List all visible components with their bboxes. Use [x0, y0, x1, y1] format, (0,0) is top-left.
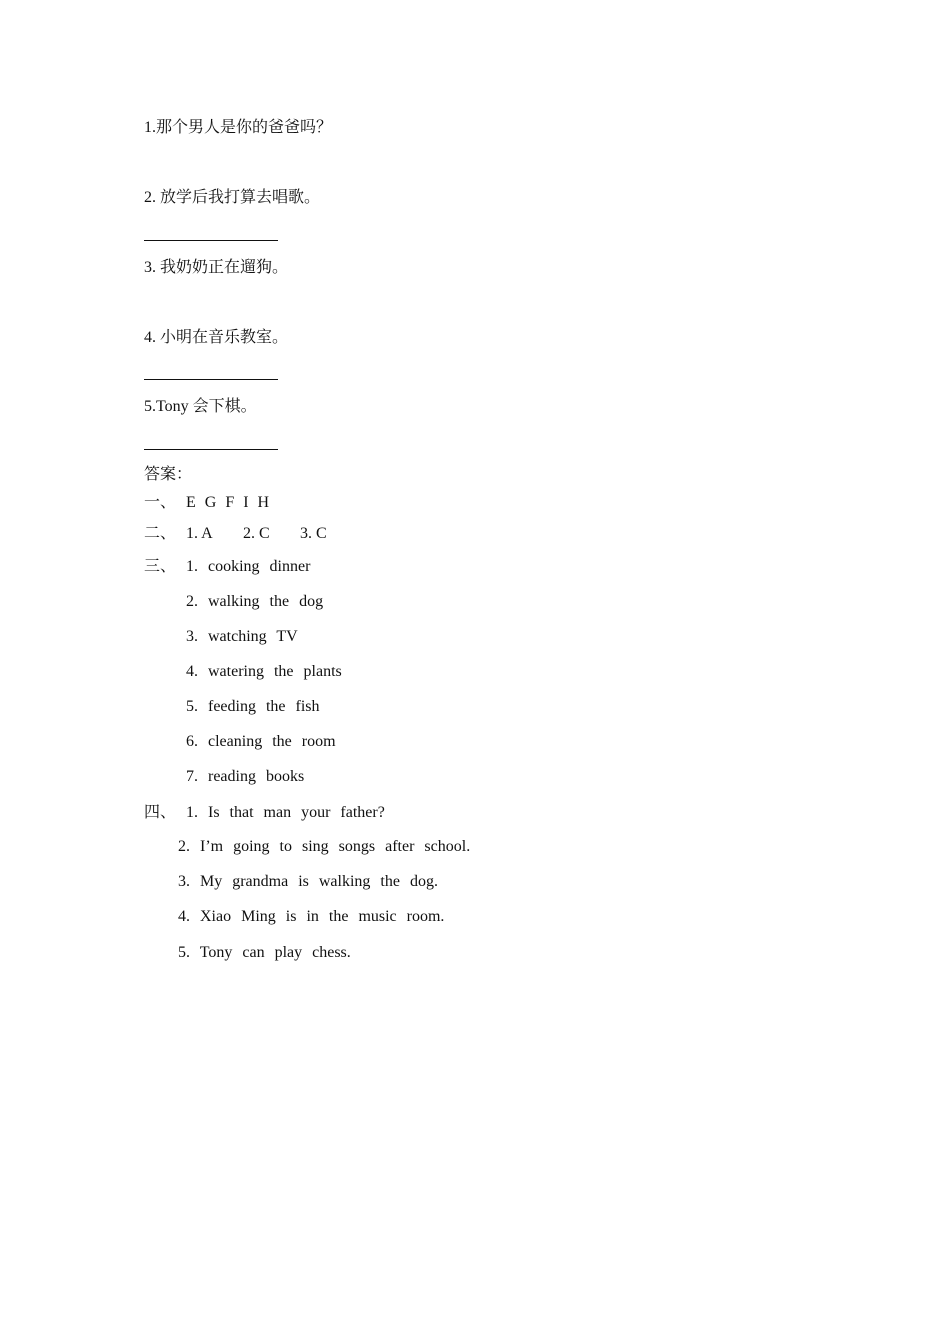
answer-blank-4	[144, 379, 278, 380]
section-3-item-4: 4. watering the plants	[186, 663, 342, 680]
section-3-item-3: 3. watching TV	[186, 628, 298, 645]
section-3-item-1: 1. cooking dinner	[186, 558, 311, 575]
section-1-label: 一、	[144, 494, 177, 511]
section-4-item-3: 3. My grandma is walking the dog.	[178, 873, 438, 890]
question-5: 5.Tony 会下棋。	[144, 398, 257, 415]
section-2-label: 二、	[144, 525, 177, 542]
answer-blank-2	[144, 240, 278, 241]
question-2: 2. 放学后我打算去唱歌。	[144, 189, 321, 206]
section-3-item-6: 6. cleaning the room	[186, 733, 336, 750]
section-4-item-1: 1. Is that man your father?	[186, 804, 385, 821]
section-1-content: E G F I H	[186, 494, 270, 511]
section-3-item-2: 2. walking the dog	[186, 593, 324, 610]
answers-heading: 答案：	[144, 466, 193, 483]
question-1: 1.那个男人是你的爸爸吗？	[144, 119, 333, 136]
question-4: 4. 小明在音乐教室。	[144, 329, 289, 346]
section-3-label: 三、	[144, 558, 177, 575]
section-4-item-4: 4. Xiao Ming is in the music room.	[178, 908, 445, 925]
section-3-item-5: 5. feeding the fish	[186, 698, 320, 715]
section-4-label: 四、	[144, 804, 177, 821]
section-4-item-5: 5. Tony can play chess.	[178, 944, 351, 961]
answer-blank-5	[144, 449, 278, 450]
section-4-item-2: 2. I’m going to sing songs after school.	[178, 838, 471, 855]
section-2-item-2: 2. C	[243, 525, 270, 542]
question-3: 3. 我奶奶正在遛狗。	[144, 259, 289, 276]
section-3-item-7: 7. reading books	[186, 768, 305, 785]
section-2-item-1: 1. A	[186, 525, 213, 542]
section-2-item-3: 3. C	[300, 525, 327, 542]
